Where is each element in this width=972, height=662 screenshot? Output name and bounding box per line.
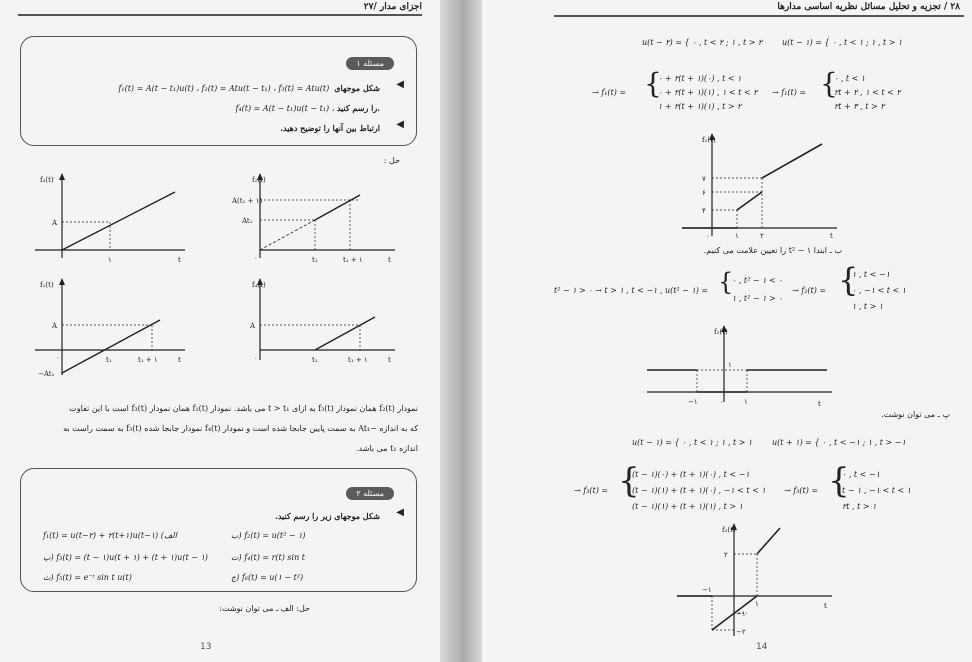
graph-f4 [230, 275, 400, 375]
axis-label: f₁(t) [702, 136, 716, 144]
tick-label: At₁ [242, 217, 253, 225]
problem-2-item: ج) f₆(t) = u(۱ − t²) [231, 573, 304, 582]
graph-f2 [230, 170, 400, 270]
brace-icon: { [718, 268, 734, 296]
right-page [482, 0, 972, 662]
part-c-eq-left: u(t − ۱) = { ۰ , t < ۱ ; ۱ , t > ۱ [632, 438, 753, 447]
tick-label: t₁ [312, 256, 318, 264]
bullet-icon: ◀ [396, 79, 404, 90]
axis-label: t [818, 400, 821, 408]
part-c-result1-row: (t − ۱)(۱) + (t + ۱)(۰) , −۱ < t < ۱ [632, 486, 766, 495]
tick-label: ۲ [760, 232, 764, 240]
graph-f1-result [662, 128, 842, 238]
axis-label: t [388, 356, 391, 364]
eq2-left-row: ۰ + ۲(t + ۱)(۰) , t < ۱ [658, 74, 742, 83]
tick-label: ۱ [735, 232, 739, 240]
tick-label: −۱ [688, 398, 698, 406]
axis-label: f₁(t) [40, 281, 54, 289]
origin-label: ۰ [254, 354, 258, 362]
problem-2-title: شکل موجهای زیر را رسم کنید. [275, 511, 380, 521]
tick-label: A [52, 219, 58, 227]
tick-label: t₁ + ۱ [348, 356, 368, 364]
problem-1-line3: ارتباط بین آنها را توضیح دهید. [280, 123, 380, 133]
part-b-text: ب ـ ابتدا t² − ۱ را تعیین علامت می کنیم. [703, 246, 842, 255]
eq2-left-row: ۰ + ۲(t + ۱)(۱) , ۱ < t < ۲ [658, 88, 758, 97]
axis-label: t [178, 356, 181, 364]
problem-1-line1: f₁(t) = A(t − t₁)u(t) ، f₂(t) = Atu(t − t₁) ، f₃(t) = Atu(t) شکل موجهای [118, 83, 380, 93]
part-c-text: پ ـ می توان نوشت. [881, 410, 950, 419]
tick-label: A [250, 322, 256, 330]
part-c-result2-label: → f₃(t) = [784, 486, 819, 495]
tick-label: ۱ [728, 361, 732, 369]
problem-2-box [20, 468, 417, 592]
origin-label: ۰ [706, 232, 710, 240]
header-rule [18, 14, 422, 16]
explanation-line: نمودار f₂(t) همان نمودار f₃(t) به ازای t > t₁ می باشد. نمودار f₁(t) همان نمودار f₃(t) است با این تفاوت [69, 404, 418, 413]
page-number: 14 [756, 642, 768, 652]
part-c-result1-row: (t − ۱)(۰) + (t + ۱)(۰) , t < −۱ [632, 470, 750, 479]
axis-label: f₃(t) [722, 526, 736, 534]
equation-top-left: u(t − ۲) = { ۰ , t < ۲ ; ۱ , t > ۲ [642, 38, 763, 47]
solution-2-label: حل: الف ـ می توان نوشت: [219, 604, 310, 613]
problem-2-item: ب) f₂(t) = u(t² − ۱) [231, 531, 306, 540]
bullet-icon: ◀ [396, 507, 404, 518]
brace-icon: { [820, 67, 838, 100]
solution-label: حل : [383, 156, 400, 165]
tick-label: ۶ [702, 189, 706, 197]
left-page [0, 0, 440, 662]
eq2-right-row: ۲t + ۳ , t > ۲ [834, 102, 885, 111]
brace-icon: { [838, 261, 859, 299]
problem-2-item: f₁(t) = u(t−۲) + ۲(t+۱)u(t−۱) (الف [43, 531, 177, 540]
problem-2-item: پ) f₃(t) = (t − ۱)u(t + ۱) + (t + ۱)u(t − ۱) [43, 553, 208, 562]
part-c-result2-row: t − ۱ , −۱ < t < ۱ [842, 486, 912, 495]
part-b-row: ۱ , t² − ۱ > ۰ [732, 294, 783, 303]
part-c-result1-label: → f₃(t) = [574, 486, 609, 495]
axis-label: f₄(t) [252, 281, 266, 289]
part-b-result-row: ۰ , −۱ < t < ۱ [852, 286, 907, 295]
page-number: 13 [200, 642, 212, 652]
part-b-result-label: → f₂(t) = [792, 286, 827, 295]
problem-2-label: مسئله ۲ [346, 487, 394, 500]
brace-icon: { [618, 461, 640, 501]
axis-label: f₃(t) [40, 176, 54, 184]
axis-label: t [824, 602, 827, 610]
graph-f3-result [672, 518, 842, 643]
axis-label: t [178, 256, 181, 264]
problem-2-item: ث) f₅(t) = e⁻ᵗ sin t u(t) [43, 573, 132, 582]
bullet-icon: ◀ [396, 119, 404, 130]
axis-label: t [388, 256, 391, 264]
part-b-result-row: ۱ , t < −۱ [852, 270, 890, 279]
problem-1-line2: f₄(t) = A(t − t₁)u(t − t₁) ، را رسم کنید. [235, 103, 380, 113]
graph-f1 [30, 275, 200, 380]
eq2-left-label: → f₁(t) = [592, 88, 627, 97]
tick-label: −۱ [736, 610, 746, 618]
book-gutter [440, 0, 482, 662]
tick-label: ۲ [724, 551, 728, 559]
header-rule [554, 15, 964, 17]
brace-icon: { [644, 67, 662, 100]
part-c-eq-right: u(t + ۱) = { ۰ , t < −۱ ; ۱ , t > −۱ [772, 438, 906, 447]
problem-1-box [20, 36, 417, 146]
tick-label: −۱ [702, 586, 712, 594]
origin-label: ۰ [254, 254, 258, 262]
page-header: اجزای مدار /۲۷ [363, 2, 422, 12]
tick-label: −At₁ [38, 370, 55, 378]
eq2-left-row: ۱ + ۲(t + ۱)(۱) , t > ۲ [658, 102, 742, 111]
tick-label: t₁ [312, 356, 318, 364]
tick-label: t₁ [106, 356, 112, 364]
part-c-result1-row: (t − ۱)(۱) + (t + ۱)(۱) , t > ۱ [632, 502, 743, 511]
part-b-equation: t² − ۱ > ۰ → t > ۱ , t < −۱ , u(t² − ۱) = [554, 286, 709, 295]
tick-label: ۱ [744, 398, 748, 406]
part-b-row: ۰ , t² − ۱ < ۰ [732, 276, 783, 285]
axis-label: f₂(t) [714, 328, 728, 336]
brace-icon: { [828, 461, 850, 501]
equation-top-right: u(t − ۱) = { ۰ , t < ۱ ; ۱ , t > ۱ [782, 38, 903, 47]
axis-label: t [830, 232, 833, 240]
page-header: ۲۸ / تجزیه و تحلیل مسائل نظریه اساسی مدارها [777, 2, 960, 12]
graph-f3 [30, 170, 200, 270]
problem-1-label: مسئله ۱ [346, 57, 394, 70]
tick-label: A [52, 322, 58, 330]
part-c-result2-row: ۰ , t < −۱ [842, 470, 880, 479]
tick-label: ۷ [702, 175, 706, 183]
origin-label: ۰ [56, 354, 60, 362]
tick-label: −۲ [736, 628, 746, 636]
tick-label: ۱ [108, 256, 112, 264]
problem-2-item: ت) f₄(t) = r(t) sin t [231, 553, 306, 562]
tick-label: ۴ [702, 207, 706, 215]
axis-label: f₂(t) [252, 176, 266, 184]
graph-f2-result [642, 322, 842, 412]
eq2-right-row: ۲t + ۲ , ۱ < t < ۲ [834, 88, 901, 97]
part-b-result-row: ۱ , t > ۱ [852, 302, 884, 311]
explanation-line: اندازه t₁ می باشد. [355, 444, 418, 453]
origin-label: ۰ [720, 398, 724, 406]
tick-label: t₁ + ۱ [138, 356, 158, 364]
eq2-right-label: → f₁(t) = [772, 88, 807, 97]
part-c-result2-row: ۲t , t > ۱ [842, 502, 877, 511]
tick-label: t₁ + ۱ [343, 256, 363, 264]
explanation-line: که به اندازه −At₁ به سمت پایین جابجا شده است و نمودار f₄(t) نمودار جابجا شده f₃(t) به سمت راست به [63, 424, 418, 433]
tick-label: ۱ [755, 600, 759, 608]
eq2-right-row: ۰ , t < ۱ [834, 74, 866, 83]
tick-label: A(t₁ + ۱) [232, 197, 263, 205]
